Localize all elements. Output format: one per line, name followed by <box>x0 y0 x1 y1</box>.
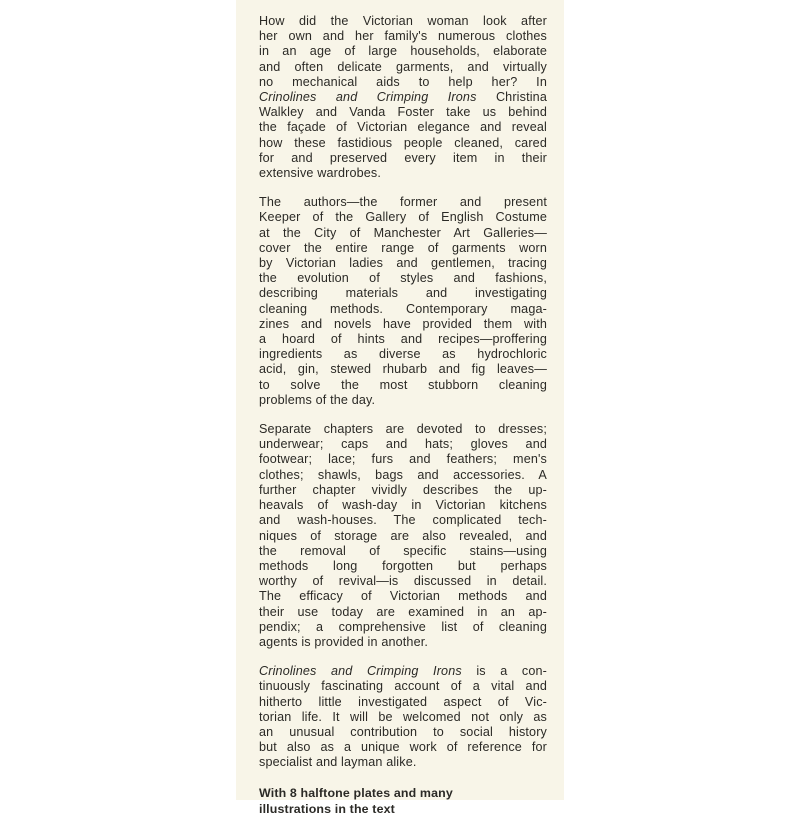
paragraph-chapters <box>259 422 547 650</box>
text-fragment: is a con- <box>461 664 547 679</box>
text-line: Separate chapters are devoted to dresses; <box>259 422 547 437</box>
text-line: describing materials and investigating <box>259 286 547 301</box>
text-line: The authors—the former and present <box>259 195 547 210</box>
text-line: how these fastidious people cleaned, cared <box>259 135 547 150</box>
text-line: methods long forgotten but perhaps <box>259 558 547 573</box>
blurb-text <box>259 14 547 817</box>
text-line: the façade of Victorian elegance and reveal <box>259 120 547 135</box>
text-line: Walkley and Vanda Foster take us behind <box>259 105 547 120</box>
book-title-italic: Crinolines and Crimping Irons <box>259 664 462 679</box>
text-line: The efficacy of Victorian methods and <box>259 589 547 604</box>
text-line: their use today are examined in an ap- <box>259 604 547 619</box>
text-line: to solve the most stubborn cleaning <box>259 377 547 392</box>
text-line: hitherto little investigated aspect of Vic- <box>259 694 547 709</box>
text-line: zines and novels have provided them with <box>259 316 547 331</box>
text-line: acid, gin, stewed rhubarb and fig leaves— <box>259 362 547 377</box>
text-line: further chapter vividly describes the up- <box>259 482 547 497</box>
text-line: a hoard of hints and recipes—proffering <box>259 332 547 347</box>
text-line: niques of storage are also revealed, and <box>259 528 547 543</box>
text-line <box>259 664 547 679</box>
text-line: footwear; lace; furs and feathers; men's <box>259 452 547 467</box>
text-line: How did the Victorian woman look after <box>259 14 547 28</box>
text-line: torian life. It will be welcomed not only as <box>259 709 547 724</box>
text-line: cleaning methods. Contemporary maga- <box>259 301 547 316</box>
text-line: With 8 halftone plates and many <box>259 785 453 800</box>
text-line: underwear; caps and hats; gloves and <box>259 437 547 452</box>
text-line: and wash-houses. The complicated tech- <box>259 513 547 528</box>
text-line: but also as a unique work of reference for <box>259 740 547 755</box>
text-line: agents is provided in another. <box>259 634 429 649</box>
text-line: heavals of wash-day in Victorian kitchens <box>259 498 547 513</box>
text-line: no mechanical aids to help her? In <box>259 74 547 89</box>
text-line <box>259 90 547 105</box>
text-line: cover the entire range of garments worn <box>259 240 547 255</box>
text-line: extensive wardrobes. <box>259 166 382 181</box>
text-line: specialist and layman alike. <box>259 755 417 770</box>
text-line: problems of the day. <box>259 392 376 407</box>
paragraph-intro <box>259 14 547 181</box>
text-line: the removal of specific stains—using <box>259 543 547 558</box>
text-line: the evolution of styles and fashions, <box>259 271 547 286</box>
text-fragment: Christina <box>476 90 547 105</box>
text-line: her own and her family's numerous clothes <box>259 29 547 44</box>
text-line: ingredients as diverse as hydrochloric <box>259 347 547 362</box>
text-line: illustrations in the text <box>259 801 395 816</box>
book-title-italic: Crinolines and Crimping Irons <box>259 90 477 105</box>
text-line: tinuously fascinating account of a vital and <box>259 679 547 694</box>
text-line: and often delicate garments, and virtually <box>259 59 547 74</box>
text-line: for and preserved every item in their <box>259 150 547 165</box>
text-line: at the City of Manchester Art Galleries— <box>259 225 547 240</box>
text-line: pendix; a comprehensive list of cleaning <box>259 619 547 634</box>
illustrations-note <box>259 785 547 817</box>
paragraph-summary <box>259 664 547 770</box>
text-line: clothes; shawls, bags and accessories. A <box>259 467 547 482</box>
text-line: in an age of large households, elaborate <box>259 44 547 59</box>
text-line: an unusual contribution to social history <box>259 724 547 739</box>
text-line: Keeper of the Gallery of English Costume <box>259 210 547 225</box>
text-line: worthy of revival—is discussed in detail. <box>259 574 547 589</box>
text-line: by Victorian ladies and gentlemen, tracing <box>259 256 547 271</box>
paragraph-authors <box>259 195 547 408</box>
